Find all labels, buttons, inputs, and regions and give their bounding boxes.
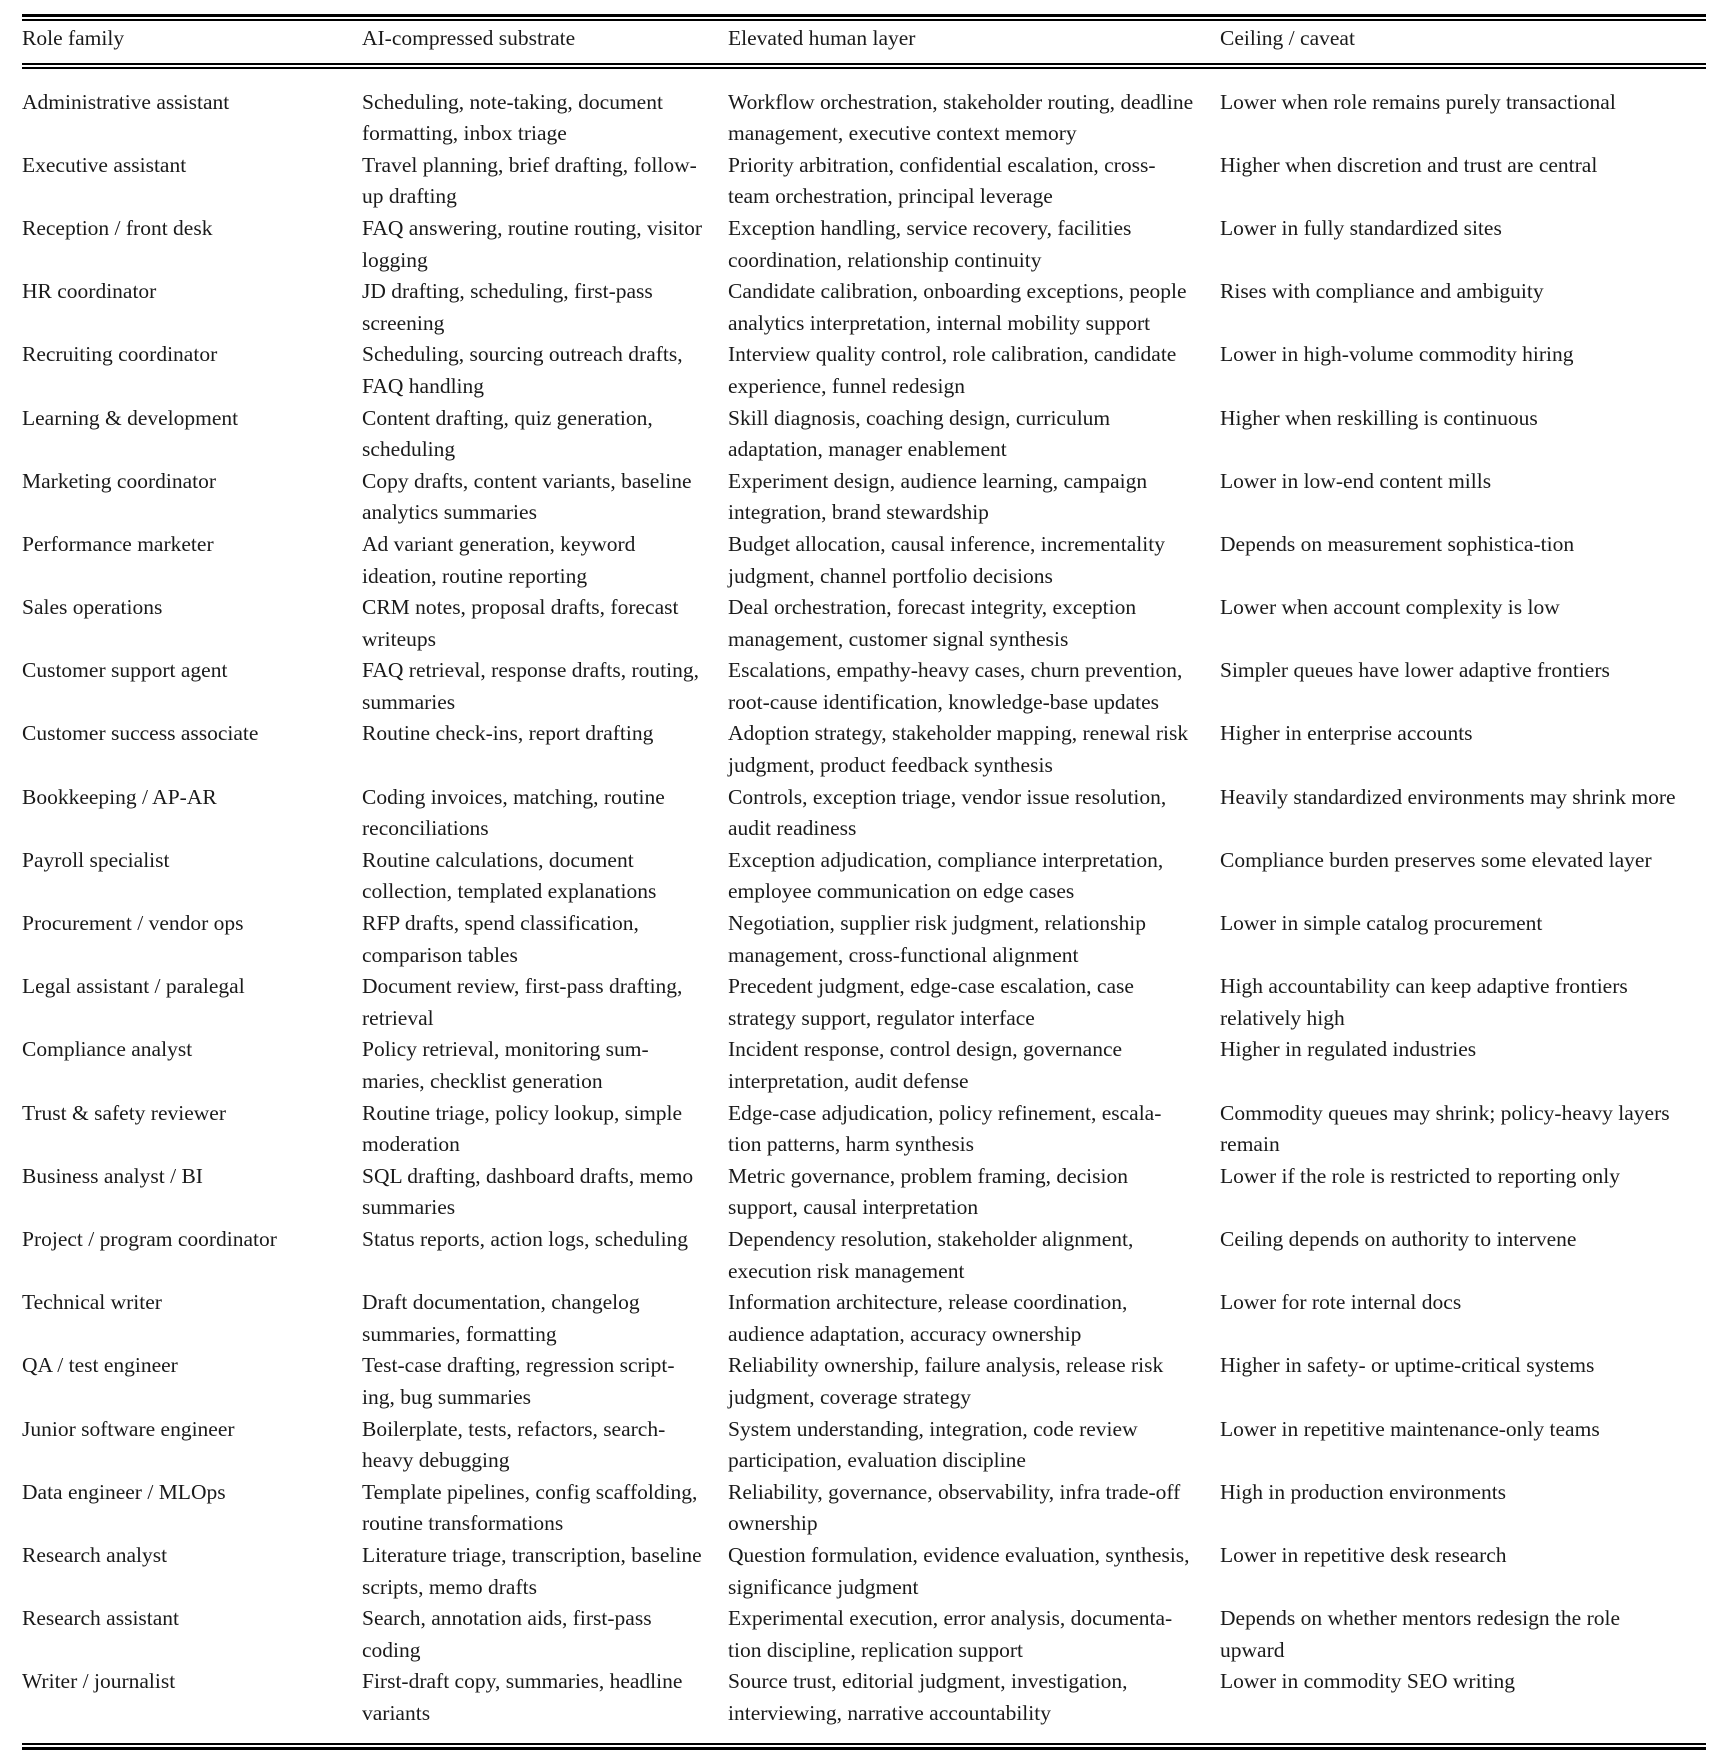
cell-ceiling-caveat-text: Lower in simple catalog procurement xyxy=(1220,911,1543,936)
cell-elevated-human-layer xyxy=(728,1666,1220,1729)
cell-ai-compressed-substrate-text: Document review, first-pass drafting, retrieval xyxy=(362,974,683,1030)
cell-ceiling-caveat xyxy=(1220,1350,1706,1413)
cell-elevated-human-layer-text: Skill diagnosis, coaching design, curriculum adaptation, manager enablement xyxy=(728,405,1111,462)
cell-ai-compressed-substrate-text: Boilerplate, tests, refactors, search-heavy debugging xyxy=(362,1416,666,1473)
cell-ceiling-caveat-text: Lower in repetitive maintenance-only teams xyxy=(1220,1416,1600,1441)
cell-elevated-human-layer-text: Exception adjudication, compliance interpretation, employee communication on edge cases xyxy=(728,847,1164,904)
cell-role-family-text: Learning & development xyxy=(22,405,239,430)
cell-ceiling-caveat-text: Compliance burden preserves some elevated layer xyxy=(1220,847,1652,872)
table-row xyxy=(22,908,1706,971)
cell-ceiling-caveat-text: Rises with compliance and ambiguity xyxy=(1220,279,1544,304)
cell-ai-compressed-substrate xyxy=(362,466,728,529)
cell-elevated-human-layer-text: Reliability ownership, failure analysis, release risk judgment, coverage strategy xyxy=(728,1353,1164,1409)
cell-role-family xyxy=(22,466,362,529)
cell-elevated-human-layer xyxy=(728,276,1220,339)
cell-ceiling-caveat xyxy=(1220,1161,1706,1224)
cell-elevated-human-layer xyxy=(728,908,1220,971)
table-row xyxy=(22,1414,1706,1477)
column-header-elevated-human-layer: Elevated human layer xyxy=(728,25,916,50)
cell-role-family xyxy=(22,1161,362,1224)
cell-ceiling-caveat-text: Lower in fully standardized sites xyxy=(1220,215,1502,240)
cell-ai-compressed-substrate xyxy=(362,1666,728,1729)
cell-elevated-human-layer-text: Experimental execution, error analysis, documenta-tion discipline, replication support xyxy=(728,1606,1173,1662)
cell-ai-compressed-substrate-text: FAQ answering, routine routing, visitor logging xyxy=(362,215,702,272)
cell-role-family xyxy=(22,1287,362,1350)
cell-ceiling-caveat xyxy=(1220,1477,1706,1540)
cell-elevated-human-layer xyxy=(728,655,1220,718)
cell-ai-compressed-substrate-text: Status reports, action logs, scheduling xyxy=(362,1226,689,1251)
cell-role-family-text: Business analyst / BI xyxy=(22,1163,203,1188)
cell-ceiling-caveat xyxy=(1220,908,1706,971)
cell-ai-compressed-substrate-text: Template pipelines, config scaffolding, routine transformations xyxy=(362,1479,698,1536)
table-row xyxy=(22,466,1706,529)
cell-ceiling-caveat xyxy=(1220,339,1706,402)
cell-ceiling-caveat xyxy=(1220,1224,1706,1287)
cell-elevated-human-layer-text: Question formulation, evidence evaluation, synthesis, significance judgment xyxy=(728,1542,1190,1599)
cell-role-family xyxy=(22,213,362,276)
top-margin xyxy=(22,0,1706,14)
cell-ceiling-caveat xyxy=(1220,655,1706,718)
cell-ceiling-caveat-text: Lower when role remains purely transactional xyxy=(1220,89,1616,114)
cell-elevated-human-layer xyxy=(728,1034,1220,1097)
cell-elevated-human-layer-text: Experiment design, audience learning, campaign integration, brand stewardship xyxy=(728,468,1148,525)
cell-ceiling-caveat-text: Heavily standardized environments may shrink more xyxy=(1220,784,1676,809)
cell-ceiling-caveat-text: Commodity queues may shrink; policy-heavy layers remain xyxy=(1220,1100,1670,1157)
table-row xyxy=(22,1224,1706,1287)
cell-role-family-text: Research analyst xyxy=(22,1542,168,1567)
cell-role-family-text: Recruiting coordinator xyxy=(22,342,218,367)
cell-ceiling-caveat-text: Lower when account complexity is low xyxy=(1220,595,1560,620)
cell-elevated-human-layer xyxy=(728,845,1220,908)
cell-ai-compressed-substrate-text: SQL drafting, dashboard drafts, memo summaries xyxy=(362,1163,694,1220)
cell-elevated-human-layer xyxy=(728,466,1220,529)
cell-elevated-human-layer xyxy=(728,971,1220,1034)
cell-role-family xyxy=(22,655,362,718)
cell-role-family-text: Legal assistant / paralegal xyxy=(22,974,245,999)
cell-elevated-human-layer-text: Precedent judgment, edge-case escalation, case strategy support, regulator interface xyxy=(728,974,1134,1030)
cell-role-family xyxy=(22,971,362,1034)
table-row xyxy=(22,845,1706,908)
table-row xyxy=(22,1098,1706,1161)
cell-ceiling-caveat-text: Depends on measurement sophistica-tion xyxy=(1220,531,1575,556)
table-bottom-rule-outer xyxy=(22,1743,1706,1745)
cell-role-family-text: Executive assistant xyxy=(22,152,187,177)
cell-ai-compressed-substrate-text: Coding invoices, matching, routine reconciliations xyxy=(362,784,665,841)
table-row xyxy=(22,1287,1706,1350)
cell-elevated-human-layer-text: Controls, exception triage, vendor issue resolution, audit readiness xyxy=(728,784,1167,841)
cell-ai-compressed-substrate-text: Routine check-ins, report drafting xyxy=(362,721,654,746)
cell-role-family-text: Performance marketer xyxy=(22,531,214,556)
cell-ai-compressed-substrate xyxy=(362,213,728,276)
cell-ceiling-caveat-text: Ceiling depends on authority to intervene xyxy=(1220,1226,1577,1251)
table-row xyxy=(22,276,1706,339)
cell-elevated-human-layer xyxy=(728,87,1220,150)
cell-ai-compressed-substrate-text: Scheduling, note-taking, document formatting, inbox triage xyxy=(362,89,663,146)
table-row xyxy=(22,971,1706,1034)
role-family-table-body xyxy=(22,87,1706,1730)
cell-ai-compressed-substrate xyxy=(362,782,728,845)
cell-role-family-text: Administrative assistant xyxy=(22,89,230,114)
cell-ceiling-caveat-text: Lower for rote internal docs xyxy=(1220,1290,1462,1315)
cell-ai-compressed-substrate-text: First-draft copy, summaries, headline variants xyxy=(362,1669,683,1725)
cell-role-family xyxy=(22,87,362,150)
cell-elevated-human-layer xyxy=(728,1224,1220,1287)
cell-elevated-human-layer xyxy=(728,1287,1220,1350)
cell-ai-compressed-substrate-text: Travel planning, brief drafting, follow-up drafting xyxy=(362,152,697,209)
table-row xyxy=(22,403,1706,466)
cell-role-family xyxy=(22,403,362,466)
cell-ceiling-caveat-text: Depends on whether mentors redesign the role upward xyxy=(1220,1606,1621,1662)
cell-role-family xyxy=(22,1603,362,1666)
cell-role-family-text: Procurement / vendor ops xyxy=(22,911,244,936)
cell-elevated-human-layer-text: Workflow orchestration, stakeholder routing, deadline management, executive context memory xyxy=(728,89,1194,146)
cell-elevated-human-layer xyxy=(728,1350,1220,1413)
cell-ai-compressed-substrate xyxy=(362,276,728,339)
cell-role-family-text: Technical writer xyxy=(22,1290,162,1315)
cell-ai-compressed-substrate-text: Literature triage, transcription, baseline scripts, memo drafts xyxy=(362,1542,702,1599)
table-row xyxy=(22,213,1706,276)
cell-ai-compressed-substrate xyxy=(362,655,728,718)
cell-role-family xyxy=(22,1540,362,1603)
cell-role-family xyxy=(22,1034,362,1097)
header-row xyxy=(22,21,1706,55)
cell-ai-compressed-substrate xyxy=(362,1350,728,1413)
cell-ai-compressed-substrate-text: Scheduling, sourcing outreach drafts, FAQ handling xyxy=(362,342,683,398)
cell-ai-compressed-substrate xyxy=(362,150,728,213)
cell-role-family-text: Writer / journalist xyxy=(22,1669,176,1694)
cell-ai-compressed-substrate-text: JD drafting, scheduling, first-pass screening xyxy=(362,279,653,335)
cell-ceiling-caveat xyxy=(1220,1666,1706,1729)
cell-ceiling-caveat xyxy=(1220,1034,1706,1097)
cell-ceiling-caveat xyxy=(1220,1414,1706,1477)
cell-elevated-human-layer xyxy=(728,1414,1220,1477)
cell-ai-compressed-substrate-text: Copy drafts, content variants, baseline analytics summaries xyxy=(362,468,692,525)
cell-ai-compressed-substrate xyxy=(362,1098,728,1161)
table-row xyxy=(22,718,1706,781)
cell-ai-compressed-substrate-text: RFP drafts, spend classification, comparison tables xyxy=(362,911,639,967)
cell-ceiling-caveat xyxy=(1220,718,1706,781)
cell-ceiling-caveat-text: Lower in commodity SEO writing xyxy=(1220,1669,1515,1694)
cell-elevated-human-layer-text: Budget allocation, causal inference, incrementality judgment, channel portfolio decisions xyxy=(728,531,1165,588)
cell-role-family xyxy=(22,845,362,908)
table-row xyxy=(22,87,1706,150)
cell-role-family xyxy=(22,782,362,845)
cell-ai-compressed-substrate-text: Routine triage, policy lookup, simple moderation xyxy=(362,1100,683,1157)
table-top-rule-outer xyxy=(22,14,1706,17)
cell-elevated-human-layer xyxy=(728,213,1220,276)
cell-role-family-text: Marketing coordinator xyxy=(22,468,217,493)
table-row xyxy=(22,1540,1706,1603)
cell-ai-compressed-substrate-text: Ad variant generation, keyword ideation, routine reporting xyxy=(362,531,636,588)
cell-role-family-text: Sales operations xyxy=(22,595,163,620)
cell-ceiling-caveat-text: High in production environments xyxy=(1220,1479,1507,1504)
cell-elevated-human-layer-text: Metric governance, problem framing, decision support, causal interpretation xyxy=(728,1163,1128,1220)
cell-ceiling-caveat xyxy=(1220,529,1706,592)
cell-ai-compressed-substrate xyxy=(362,87,728,150)
cell-role-family xyxy=(22,529,362,592)
table-row xyxy=(22,339,1706,402)
cell-ceiling-caveat-text: Simpler queues have lower adaptive frontiers xyxy=(1220,658,1610,683)
cell-role-family-text: Reception / front desk xyxy=(22,215,213,240)
cell-ceiling-caveat xyxy=(1220,276,1706,339)
cell-role-family-text: Junior software engineer xyxy=(22,1416,235,1441)
cell-role-family xyxy=(22,150,362,213)
cell-elevated-human-layer xyxy=(728,782,1220,845)
role-family-table xyxy=(22,21,1706,55)
cell-ai-compressed-substrate-text: Search, annotation aids, first-pass coding xyxy=(362,1606,652,1662)
cell-role-family xyxy=(22,339,362,402)
cell-ai-compressed-substrate xyxy=(362,592,728,655)
column-header-ceiling-caveat: Ceiling / caveat xyxy=(1220,25,1355,50)
cell-ceiling-caveat xyxy=(1220,1540,1706,1603)
cell-role-family-text: Data engineer / MLOps xyxy=(22,1479,226,1504)
cell-ceiling-caveat xyxy=(1220,1603,1706,1666)
cell-elevated-human-layer-text: Source trust, editorial judgment, investigation, interviewing, narrative accountability xyxy=(728,1669,1128,1725)
column-header-ai-compressed-substrate: AI-compressed substrate xyxy=(362,25,576,50)
cell-role-family xyxy=(22,1098,362,1161)
cell-ceiling-caveat xyxy=(1220,782,1706,845)
cell-ai-compressed-substrate-text: Routine calculations, document collection, templated explanations xyxy=(362,847,657,904)
cell-elevated-human-layer-text: System understanding, integration, code review participation, evaluation discipline xyxy=(728,1416,1138,1473)
cell-ceiling-caveat-text: High accountability can keep adaptive frontiers relatively high xyxy=(1220,974,1628,1030)
cell-ceiling-caveat-text: Higher in safety- or uptime-critical systems xyxy=(1220,1353,1595,1378)
cell-ai-compressed-substrate-text: Test-case drafting, regression script-ing, bug summaries xyxy=(362,1353,675,1409)
cell-role-family xyxy=(22,276,362,339)
cell-elevated-human-layer-text: Deal orchestration, forecast integrity, exception management, customer signal synthesis xyxy=(728,595,1137,651)
cell-elevated-human-layer xyxy=(728,1098,1220,1161)
cell-role-family-text: Bookkeeping / AP-AR xyxy=(22,784,217,809)
cell-elevated-human-layer xyxy=(728,529,1220,592)
cell-ai-compressed-substrate xyxy=(362,403,728,466)
cell-role-family xyxy=(22,1350,362,1413)
cell-ceiling-caveat-text: Higher in regulated industries xyxy=(1220,1037,1477,1062)
cell-ceiling-caveat xyxy=(1220,592,1706,655)
cell-elevated-human-layer-text: Candidate calibration, onboarding exceptions, people analytics interpretation, internal mobility support xyxy=(728,279,1187,335)
cell-ceiling-caveat xyxy=(1220,150,1706,213)
cell-ai-compressed-substrate xyxy=(362,718,728,781)
cell-ai-compressed-substrate xyxy=(362,1603,728,1666)
table-row xyxy=(22,1477,1706,1540)
cell-ceiling-caveat-text: Lower in repetitive desk research xyxy=(1220,1542,1507,1567)
cell-ai-compressed-substrate xyxy=(362,339,728,402)
header-bottom-spacer xyxy=(22,54,1706,63)
cell-elevated-human-layer xyxy=(728,150,1220,213)
cell-role-family xyxy=(22,592,362,655)
body-top-spacer xyxy=(22,69,1706,87)
cell-elevated-human-layer-text: Negotiation, supplier risk judgment, relationship management, cross-functional alignment xyxy=(728,911,1146,967)
cell-elevated-human-layer xyxy=(728,339,1220,402)
cell-ceiling-caveat xyxy=(1220,1287,1706,1350)
cell-ai-compressed-substrate xyxy=(362,908,728,971)
cell-role-family-text: Research assistant xyxy=(22,1606,180,1631)
table-row xyxy=(22,1034,1706,1097)
table-row xyxy=(22,1603,1706,1666)
cell-ai-compressed-substrate xyxy=(362,1034,728,1097)
cell-ai-compressed-substrate xyxy=(362,1161,728,1224)
cell-role-family-text: Trust & safety reviewer xyxy=(22,1100,227,1125)
cell-ceiling-caveat-text: Higher when discretion and trust are central xyxy=(1220,152,1598,177)
cell-ceiling-caveat-text: Higher when reskilling is continuous xyxy=(1220,405,1538,430)
cell-ai-compressed-substrate xyxy=(362,1224,728,1287)
cell-role-family-text: HR coordinator xyxy=(22,279,157,304)
cell-elevated-human-layer-text: Reliability, governance, observability, infra trade-off ownership xyxy=(728,1479,1181,1536)
cell-ceiling-caveat xyxy=(1220,87,1706,150)
cell-ai-compressed-substrate xyxy=(362,971,728,1034)
table-row xyxy=(22,592,1706,655)
cell-ai-compressed-substrate-text: Draft documentation, changelog summaries, formatting xyxy=(362,1290,640,1346)
cell-ai-compressed-substrate xyxy=(362,1477,728,1540)
cell-elevated-human-layer xyxy=(728,1603,1220,1666)
cell-elevated-human-layer-text: Incident response, control design, governance interpretation, audit defense xyxy=(728,1037,1123,1093)
table-body xyxy=(22,87,1706,1730)
cell-ceiling-caveat xyxy=(1220,845,1706,908)
cell-role-family-text: Customer success associate xyxy=(22,721,259,746)
cell-ai-compressed-substrate-text: CRM notes, proposal drafts, forecast writeups xyxy=(362,595,679,651)
cell-elevated-human-layer xyxy=(728,592,1220,655)
cell-elevated-human-layer xyxy=(728,1540,1220,1603)
table-midrule-outer xyxy=(22,63,1706,65)
cell-ceiling-caveat-text: Lower in low-end content mills xyxy=(1220,468,1492,493)
cell-role-family-text: Project / program coordinator xyxy=(22,1226,277,1251)
cell-role-family-text: Payroll specialist xyxy=(22,847,170,872)
cell-role-family xyxy=(22,1477,362,1540)
cell-ai-compressed-substrate-text: Policy retrieval, monitoring sum-maries, checklist generation xyxy=(362,1037,649,1093)
cell-role-family-text: Compliance analyst xyxy=(22,1037,193,1062)
cell-ai-compressed-substrate xyxy=(362,1287,728,1350)
cell-ai-compressed-substrate xyxy=(362,529,728,592)
cell-role-family xyxy=(22,1224,362,1287)
cell-ai-compressed-substrate-text: FAQ retrieval, response drafts, routing, summaries xyxy=(362,658,699,714)
cell-elevated-human-layer-text: Priority arbitration, confidential escalation, cross-team orchestration, principal leverage xyxy=(728,152,1156,209)
cell-ceiling-caveat xyxy=(1220,213,1706,276)
cell-elevated-human-layer-text: Edge-case adjudication, policy refinement, escala-tion patterns, harm synthesis xyxy=(728,1100,1162,1157)
cell-elevated-human-layer-text: Interview quality control, role calibration, candidate experience, funnel redesign xyxy=(728,342,1177,398)
cell-elevated-human-layer-text: Exception handling, service recovery, facilities coordination, relationship continuity xyxy=(728,215,1132,272)
cell-ceiling-caveat-text: Lower in high-volume commodity hiring xyxy=(1220,342,1574,367)
cell-role-family-text: Customer support agent xyxy=(22,658,228,683)
table-row xyxy=(22,1161,1706,1224)
cell-ai-compressed-substrate xyxy=(362,1540,728,1603)
cell-ai-compressed-substrate xyxy=(362,845,728,908)
cell-elevated-human-layer xyxy=(728,718,1220,781)
cell-elevated-human-layer-text: Escalations, empathy-heavy cases, churn prevention, root-cause identification, knowledge-base updates xyxy=(728,658,1183,714)
cell-elevated-human-layer-text: Information architecture, release coordination, audience adaptation, accuracy ownership xyxy=(728,1290,1128,1346)
cell-role-family xyxy=(22,1414,362,1477)
cell-ceiling-caveat xyxy=(1220,1098,1706,1161)
cell-ai-compressed-substrate xyxy=(362,1414,728,1477)
table-row xyxy=(22,529,1706,592)
body-bottom-spacer xyxy=(22,1729,1706,1743)
cell-ceiling-caveat-text: Higher in enterprise accounts xyxy=(1220,721,1473,746)
cell-ai-compressed-substrate-text: Content drafting, quiz generation, scheduling xyxy=(362,405,653,462)
cell-ceiling-caveat xyxy=(1220,466,1706,529)
cell-ceiling-caveat-text: Lower if the role is restricted to reporting only xyxy=(1220,1163,1621,1188)
column-header-role-family: Role family xyxy=(22,25,125,50)
table-row xyxy=(22,150,1706,213)
cell-elevated-human-layer-text: Dependency resolution, stakeholder alignment, execution risk management xyxy=(728,1226,1134,1283)
cell-role-family-text: QA / test engineer xyxy=(22,1353,178,1378)
cell-elevated-human-layer xyxy=(728,1161,1220,1224)
cell-ceiling-caveat xyxy=(1220,971,1706,1034)
cell-elevated-human-layer-text: Adoption strategy, stakeholder mapping, renewal risk judgment, product feedback synthesis xyxy=(728,721,1189,778)
table-header xyxy=(22,21,1706,55)
cell-role-family xyxy=(22,718,362,781)
cell-role-family xyxy=(22,908,362,971)
table-row xyxy=(22,655,1706,718)
table-row xyxy=(22,782,1706,845)
table-row xyxy=(22,1350,1706,1413)
cell-ceiling-caveat xyxy=(1220,403,1706,466)
cell-elevated-human-layer xyxy=(728,403,1220,466)
cell-elevated-human-layer xyxy=(728,1477,1220,1540)
table-row xyxy=(22,1666,1706,1729)
cell-role-family xyxy=(22,1666,362,1729)
